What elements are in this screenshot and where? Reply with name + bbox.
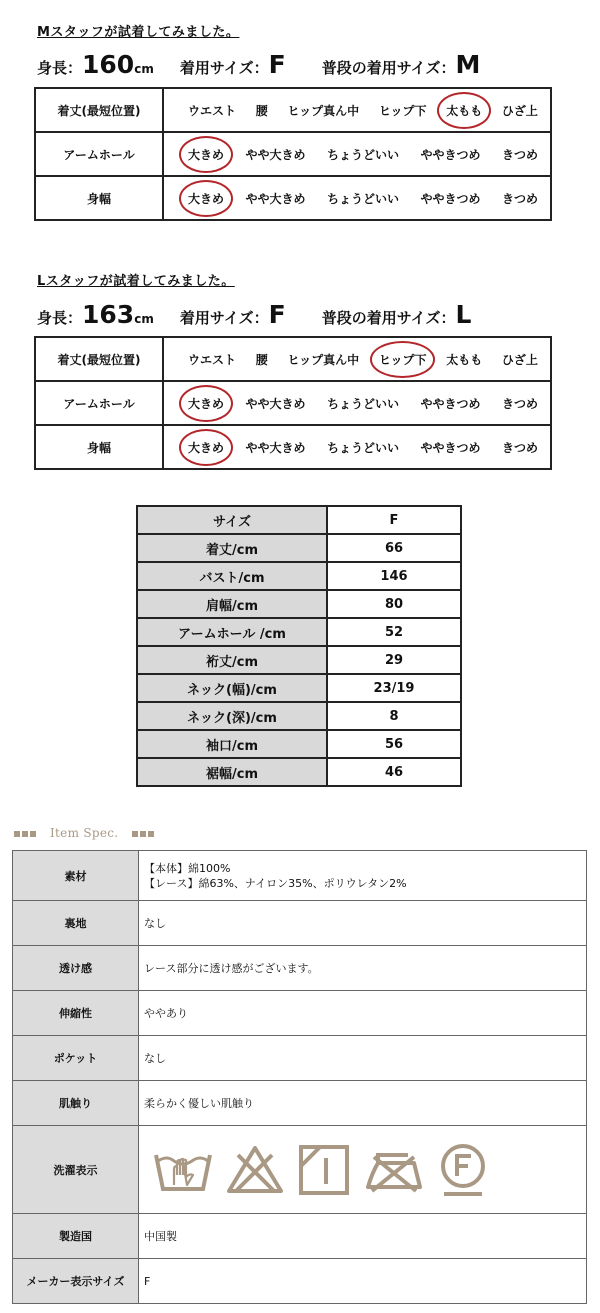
fit-option: ウエスト (188, 103, 237, 118)
item-spec-title: Item Spec. (50, 826, 119, 840)
decorative-squares (14, 826, 38, 840)
usual-size-value: M (455, 50, 481, 79)
fit-option: きつめ (501, 191, 538, 206)
size-row (137, 618, 461, 646)
fit-option: ちょうどいい (326, 147, 399, 162)
size-row-label: 裄丈/cm (137, 646, 327, 674)
fit-option: ちょうどいい (326, 191, 399, 206)
fit-row-label: 着丈(最短位置) (35, 337, 163, 381)
size-header-label: サイズ (137, 506, 327, 534)
spec-row-washing (13, 1126, 587, 1214)
size-row-label: 裾幅/cm (137, 758, 327, 786)
wear-size-label: 着用サイズ： (179, 309, 269, 327)
fitting-table (34, 87, 552, 221)
spec-value: 中国製 (139, 1214, 587, 1259)
fit-option: ややきつめ (420, 147, 481, 162)
size-row (137, 534, 461, 562)
fit-option-selected: ヒップ下 (378, 352, 427, 367)
fit-option: 腰 (255, 352, 268, 367)
line-dry-icon (298, 1144, 350, 1196)
spec-label: メーカー表示サイズ (13, 1259, 139, 1304)
usual-size-value: L (455, 300, 472, 329)
fit-option: 腰 (255, 103, 268, 118)
spec-value: レース部分に透け感がございます。 (139, 946, 587, 991)
decorative-squares (132, 826, 156, 840)
spec-row (13, 1081, 587, 1126)
fit-option: 太もも (446, 352, 483, 367)
fit-option: ややきつめ (420, 191, 481, 206)
fit-option: ちょうどいい (326, 440, 399, 455)
size-row-label: アームホール /cm (137, 618, 327, 646)
height-unit: cm (134, 312, 154, 326)
spec-row (13, 1214, 587, 1259)
fit-row-label: アームホール (35, 381, 163, 425)
spec-row (13, 1036, 587, 1081)
height-label: 身長： (37, 59, 83, 77)
fit-row-armhole (35, 132, 551, 176)
size-row (137, 562, 461, 590)
size-row-value: 52 (327, 618, 461, 646)
spec-row (13, 1259, 587, 1304)
spec-label: 肌触り (13, 1081, 139, 1126)
size-row (137, 590, 461, 618)
spec-label: 素材 (13, 851, 139, 901)
fit-option: きつめ (501, 396, 538, 411)
hand-wash-icon (154, 1147, 212, 1193)
size-row-value: 56 (327, 730, 461, 758)
fitting-table (34, 336, 552, 470)
wear-size-label: 着用サイズ： (179, 59, 269, 77)
fit-option: ヒップ真ん中 (287, 103, 360, 118)
spec-label: 製造国 (13, 1214, 139, 1259)
size-row-label: ネック(幅)/cm (137, 674, 327, 702)
fit-option: ややきつめ (420, 440, 481, 455)
item-spec-table (12, 850, 587, 1304)
fit-option: ちょうどいい (326, 396, 399, 411)
fit-option: ややきつめ (420, 396, 481, 411)
spec-label: 伸縮性 (13, 991, 139, 1036)
height-unit: cm (134, 62, 154, 76)
size-row-value: 23/19 (327, 674, 461, 702)
size-row-label: 着丈/cm (137, 534, 327, 562)
size-row (137, 674, 461, 702)
wear-size-value: F (268, 50, 286, 79)
fit-option: ウエスト (188, 352, 237, 367)
height-label: 身長： (37, 309, 83, 327)
fit-row-armhole (35, 381, 551, 425)
spec-label: 裏地 (13, 901, 139, 946)
fit-option: きつめ (501, 440, 538, 455)
size-row-label: ネック(深)/cm (137, 702, 327, 730)
usual-size-label: 普段の着用サイズ： (321, 59, 456, 77)
height-value: 163 (82, 300, 135, 329)
fit-row-label: 着丈(最短位置) (35, 88, 163, 132)
spec-value: なし (139, 1036, 587, 1081)
spec-value: ややあり (139, 991, 587, 1036)
fit-option-selected: 大きめ (188, 440, 225, 455)
fit-row-label: 身幅 (35, 176, 163, 220)
fit-option-selected: 大きめ (188, 147, 225, 162)
size-row (137, 730, 461, 758)
size-row (137, 702, 461, 730)
fit-option: きつめ (501, 147, 538, 162)
fitting-info (37, 300, 471, 329)
spec-value: 柔らかく優しい肌触り (139, 1081, 587, 1126)
spec-row (13, 851, 587, 901)
wear-size-value: F (268, 300, 286, 329)
spec-value-line: 【本体】綿100% (144, 861, 231, 875)
fit-row-length (35, 88, 551, 132)
spec-label: 洗濯表示 (13, 1126, 139, 1214)
size-row-value: 80 (327, 590, 461, 618)
spec-value-line: 【レース】綿63%、ナイロン35%、ポリウレタン2% (144, 876, 407, 890)
fitting-info (37, 50, 480, 79)
fit-option: ひざ上 (501, 352, 538, 367)
dry-clean-f-icon (438, 1142, 488, 1198)
fit-option-selected: 大きめ (188, 191, 225, 206)
fit-row-width (35, 176, 551, 220)
size-row-label: 袖口/cm (137, 730, 327, 758)
fit-option: やや大きめ (245, 440, 306, 455)
size-row-label: バスト/cm (137, 562, 327, 590)
size-row-label: 肩幅/cm (137, 590, 327, 618)
spec-value (139, 851, 587, 901)
fit-row-label: アームホール (35, 132, 163, 176)
spec-row (13, 946, 587, 991)
spec-value: なし (139, 901, 587, 946)
size-table (136, 505, 462, 787)
size-table-header (137, 506, 461, 534)
fit-option: やや大きめ (245, 147, 306, 162)
spec-row (13, 901, 587, 946)
no-iron-icon (364, 1147, 424, 1193)
fit-row-label: 身幅 (35, 425, 163, 469)
washing-symbols (139, 1126, 587, 1214)
size-row-value: 66 (327, 534, 461, 562)
fit-option-selected: 大きめ (188, 396, 225, 411)
spec-label: ポケット (13, 1036, 139, 1081)
fitting-title: Mスタッフが試着してみました。 (37, 25, 240, 40)
fit-option: ひざ上 (501, 103, 538, 118)
height-value: 160 (82, 50, 135, 79)
size-row-value: 46 (327, 758, 461, 786)
item-spec-heading (14, 826, 156, 840)
fitting-title: Lスタッフが試着してみました。 (37, 274, 235, 289)
size-row (137, 758, 461, 786)
fit-option-selected: 太もも (446, 103, 483, 118)
size-header-value: F (327, 506, 461, 534)
spec-value: F (139, 1259, 587, 1304)
fit-option: ヒップ下 (378, 103, 427, 118)
no-bleach-icon (226, 1145, 284, 1195)
spec-row (13, 991, 587, 1036)
size-row-value: 146 (327, 562, 461, 590)
size-row (137, 646, 461, 674)
usual-size-label: 普段の着用サイズ： (321, 309, 456, 327)
fit-option: やや大きめ (245, 396, 306, 411)
spec-label: 透け感 (13, 946, 139, 991)
fit-option: ヒップ真ん中 (287, 352, 360, 367)
size-row-value: 29 (327, 646, 461, 674)
fit-row-length (35, 337, 551, 381)
size-row-value: 8 (327, 702, 461, 730)
fit-row-width (35, 425, 551, 469)
fit-option: やや大きめ (245, 191, 306, 206)
